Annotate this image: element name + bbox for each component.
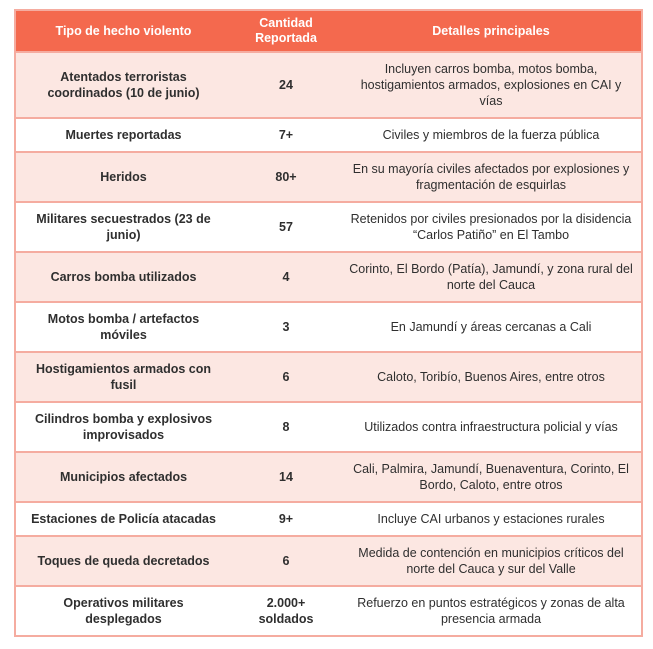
tipo-cell: Operativos militares desplegados — [15, 586, 231, 636]
table-row — [15, 452, 642, 502]
cantidad-cell: 8 — [231, 402, 341, 452]
detalles-cell: Corinto, El Bordo (Patía), Jamundí, y zona rural del norte del Cauca — [341, 252, 642, 302]
header-row — [15, 10, 642, 52]
header-cell-cantidad: Cantidad Reportada — [231, 10, 341, 52]
detalles-cell: Refuerzo en puntos estratégicos y zonas de alta presencia armada — [341, 586, 642, 636]
table-row — [15, 536, 642, 586]
cantidad-cell: 80+ — [231, 152, 341, 202]
detalles-cell: Incluyen carros bomba, motos bomba, hostigamientos armados, explosiones en CAI y vías — [341, 52, 642, 118]
detalles-cell: Utilizados contra infraestructura policial y vías — [341, 402, 642, 452]
table-row — [15, 202, 642, 252]
detalles-cell: Cali, Palmira, Jamundí, Buenaventura, Corinto, El Bordo, Caloto, entre otros — [341, 452, 642, 502]
cantidad-cell: 57 — [231, 202, 341, 252]
cantidad-cell: 6 — [231, 352, 341, 402]
cantidad-cell: 14 — [231, 452, 341, 502]
header-cell-detalles: Detalles principales — [341, 10, 642, 52]
detalles-cell: Civiles y miembros de la fuerza pública — [341, 118, 642, 152]
detalles-cell: Caloto, Toribío, Buenos Aires, entre otros — [341, 352, 642, 402]
tipo-cell: Muertes reportadas — [15, 118, 231, 152]
tipo-cell: Municipios afectados — [15, 452, 231, 502]
table-body — [15, 52, 642, 636]
detalles-cell: Medida de contención en municipios críticos del norte del Cauca y sur del Valle — [341, 536, 642, 586]
tipo-cell: Hostigamientos armados con fusil — [15, 352, 231, 402]
header-cell-tipo: Tipo de hecho violento — [15, 10, 231, 52]
cantidad-cell: 2.000+ soldados — [231, 586, 341, 636]
cantidad-cell: 24 — [231, 52, 341, 118]
tipo-cell: Cilindros bomba y explosivos improvisados — [15, 402, 231, 452]
detalles-cell: Retenidos por civiles presionados por la disidencia “Carlos Patiño” en El Tambo — [341, 202, 642, 252]
table-row — [15, 502, 642, 536]
cantidad-cell: 6 — [231, 536, 341, 586]
tipo-cell: Carros bomba utilizados — [15, 252, 231, 302]
table-row — [15, 402, 642, 452]
tipo-cell: Motos bomba / artefactos móviles — [15, 302, 231, 352]
table-header — [15, 10, 642, 52]
table-row — [15, 302, 642, 352]
detalles-cell: En su mayoría civiles afectados por explosiones y fragmentación de esquirlas — [341, 152, 642, 202]
tipo-cell: Estaciones de Policía atacadas — [15, 502, 231, 536]
table-row — [15, 586, 642, 636]
tipo-cell: Atentados terroristas coordinados (10 de junio) — [15, 52, 231, 118]
table-row — [15, 352, 642, 402]
tipo-cell: Toques de queda decretados — [15, 536, 231, 586]
table-row — [15, 252, 642, 302]
cantidad-cell: 9+ — [231, 502, 341, 536]
cantidad-cell: 7+ — [231, 118, 341, 152]
tipo-cell: Heridos — [15, 152, 231, 202]
table-row — [15, 152, 642, 202]
table-row — [15, 118, 642, 152]
violence-report-table-container — [14, 9, 641, 637]
cantidad-cell: 4 — [231, 252, 341, 302]
table-row — [15, 52, 642, 118]
detalles-cell: Incluye CAI urbanos y estaciones rurales — [341, 502, 642, 536]
tipo-cell: Militares secuestrados (23 de junio) — [15, 202, 231, 252]
violence-report-table — [14, 9, 643, 637]
cantidad-cell: 3 — [231, 302, 341, 352]
detalles-cell: En Jamundí y áreas cercanas a Cali — [341, 302, 642, 352]
